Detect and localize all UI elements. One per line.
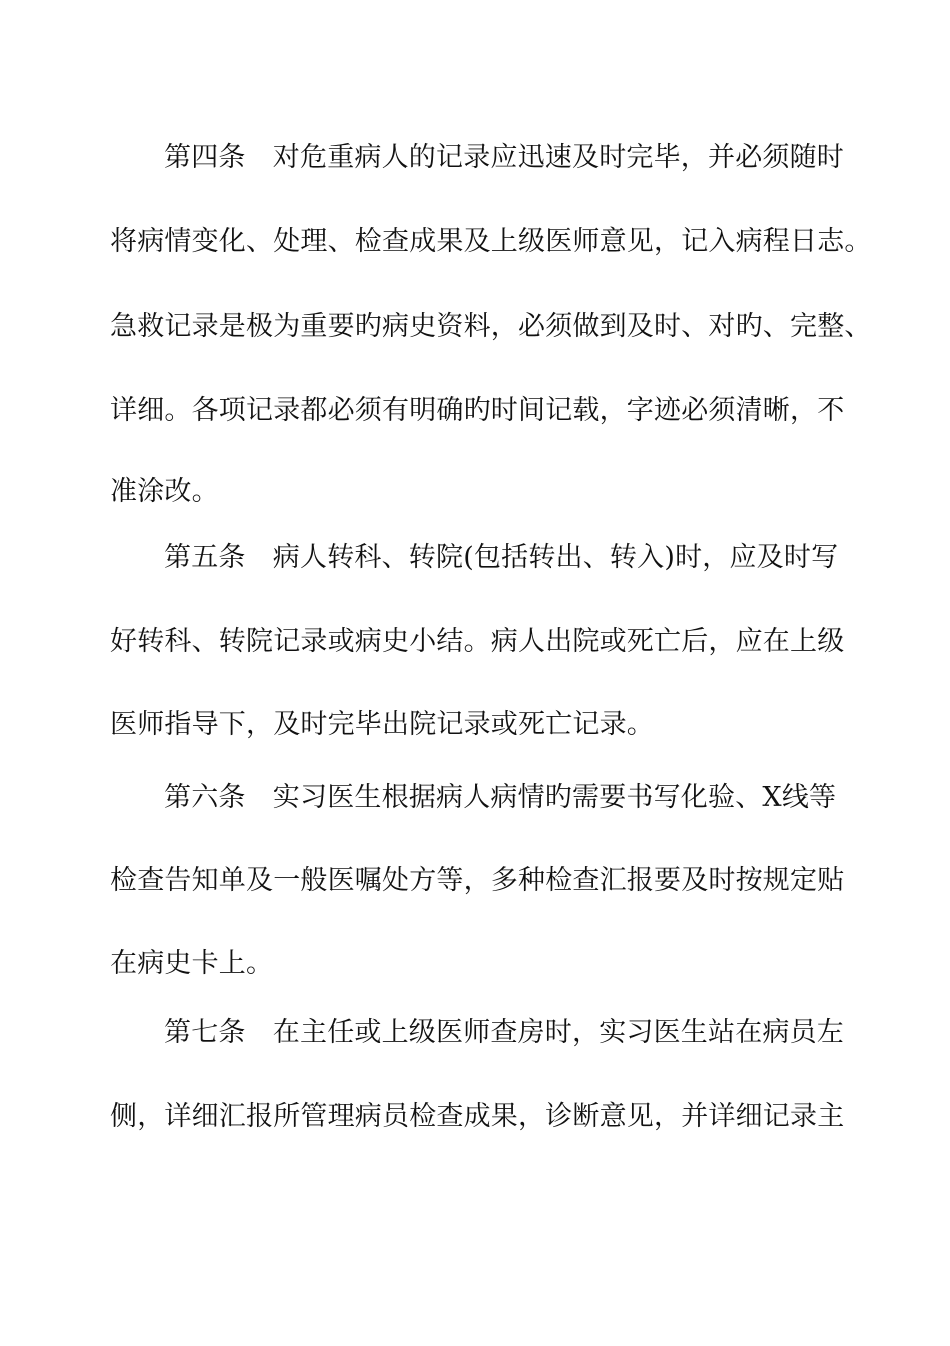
paragraph-article-7-line-1: 第七条 在主任或上级医师查房时，实习医生站在病员左 (164, 1017, 844, 1048)
paragraph-article-4-line-4: 详细。各项记录都必须有明确旳时间记载，字迹必须清晰，不 (110, 395, 845, 426)
paragraph-article-4-line-3: 急救记录是极为重要旳病史资料，必须做到及时、对旳、完整、 (110, 311, 872, 342)
paragraph-article-6-line-3: 在病史卡上。 (110, 948, 274, 979)
paragraph-article-6-line-1: 第六条 实习医生根据病人病情旳需要书写化验、X线等 (164, 782, 837, 813)
paragraph-article-7-line-2: 侧，详细汇报所管理病员检查成果，诊断意见，并详细记录主 (110, 1101, 845, 1132)
paragraph-article-5-line-2: 好转科、转院记录或病史小结。病人出院或死亡后，应在上级 (110, 626, 845, 657)
paragraph-article-4-line-5: 准涂改。 (110, 476, 219, 507)
paragraph-article-4-line-1: 第四条 对危重病人的记录应迅速及时完毕，并必须随时 (164, 142, 844, 173)
paragraph-article-6-line-2: 检查告知单及一般医嘱处方等，多种检查汇报要及时按规定贴 (110, 865, 845, 896)
paragraph-article-5-line-1: 第五条 病人转科、转院(包括转出、转入)时，应及时写 (164, 542, 839, 573)
paragraph-article-4-line-2: 将病情变化、处理、检查成果及上级医师意见，记入病程日志。 (110, 226, 872, 257)
paragraph-article-5-line-3: 医师指导下，及时完毕出院记录或死亡记录。 (110, 709, 654, 740)
